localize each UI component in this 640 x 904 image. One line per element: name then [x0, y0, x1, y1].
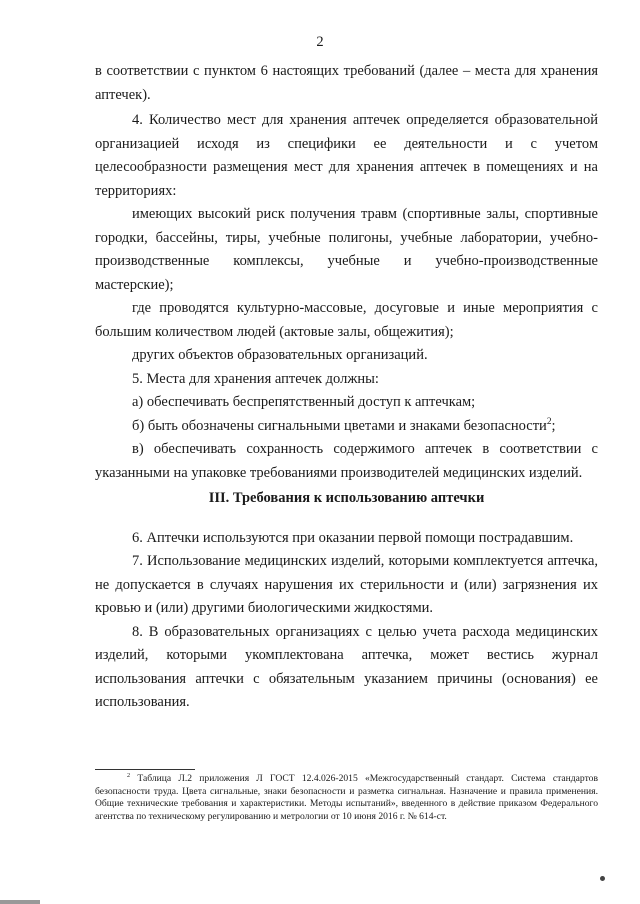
- paragraph-item-5b-end: ;: [551, 417, 556, 434]
- footnote-text: Таблица Л.2 приложения Л ГОСТ 12.4.026-2015 «Межгосударственный стандарт. Система стандартов безопасности труда. Цвета сигнальные, знаки безопасности и разметка сигнальная. Назначение и правила применения. Общие технические требования и характеристики. Методы испытаний», введенного в действие приказом Федерального агентства по техническому регулированию и метрологии от 10 июня 2016 г. № 614-ст.: [95, 773, 598, 822]
- paragraph-item-5b-text: б) быть обозначены сигнальными цветами и знаками безопасности: [132, 417, 547, 434]
- scan-dot: [600, 876, 605, 881]
- footnote-mark: 2: [127, 771, 131, 779]
- footnote-reference: 2: [546, 416, 552, 427]
- paragraph-item-4: 4. Количество мест для хранения аптечек определяется образовательной организацией исходя из специфики ее деятельности и с учетом целесообразности размещения мест для хранения аптечек в помещениях и на территориях:: [95, 112, 598, 199]
- footnote-separator: [95, 769, 195, 770]
- paragraph-high-risk-areas: имеющих высокий риск получения травм (спортивные залы, спортивные городки, бассейны, тиры, учебные полигоны, учебные лаборатории, учебно-производственные комплексы, учебные и учебно-производственные мастерские);: [95, 206, 598, 293]
- paragraph-item-8: 8. В образовательных организациях с целью учета расхода медицинских изделий, которыми укомплектована аптечка, может вестись журнал использования аптечки с обязательным указанием причины (основания) ее использования.: [95, 623, 598, 710]
- paragraph-other-objects: других объектов образовательных организаций.: [132, 347, 428, 363]
- paragraph-item-6: 6. Аптечки используются при оказании первой помощи пострадавшим.: [132, 529, 574, 546]
- footnote: [95, 773, 598, 823]
- paragraph-item-5a: а) обеспечивать беспрепятственный доступ к аптечкам;: [132, 394, 476, 410]
- paragraph-mass-events: где проводятся культурно-массовые, досуговые и иные мероприятия с большим количеством людей (актовые залы, общежития);: [95, 300, 598, 340]
- scan-edge-artifact: [0, 900, 40, 904]
- section-heading: III. Требования к использованию аптечки: [208, 490, 485, 506]
- paragraph-item-5b: [95, 415, 598, 439]
- document-body: [95, 60, 598, 715]
- paragraph-item-7: 7. Использование медицинских изделий, которыми комплектуется аптечка, не допускается в случаях нарушения их стерильности и (или) загрязнения их кровью и (или) другими биологическими жидкостями.: [95, 553, 598, 616]
- paragraph-continuation: в соответствии с пунктом 6 настоящих требований (далее – места для хранения аптечек).: [95, 63, 598, 103]
- page-number: 2: [316, 34, 324, 50]
- paragraph-item-5: 5. Места для хранения аптечек должны:: [132, 370, 379, 387]
- paragraph-item-5v: в) обеспечивать сохранность содержимого аптечек в соответствии с указанными на упаковке требованиями производителей медицинских изделий.: [95, 441, 598, 481]
